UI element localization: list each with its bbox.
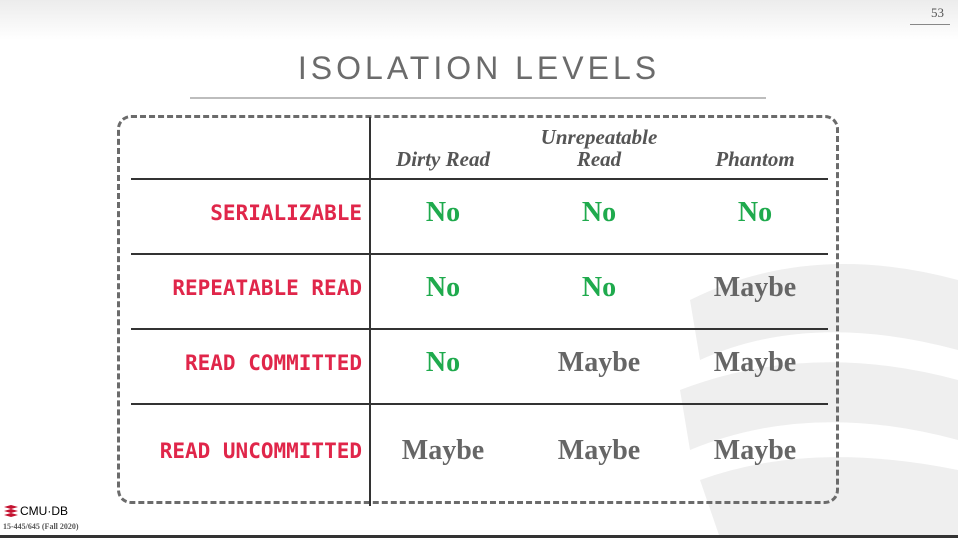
row-label: READ UNCOMMITTED [159, 439, 362, 463]
row-label: READ COMMITTED [184, 351, 362, 375]
column-header-line: Unrepeatable [540, 125, 658, 149]
column-header [675, 148, 835, 170]
page-number: 53 [931, 5, 944, 20]
table-cell: No [425, 272, 461, 303]
table-cell: No [581, 197, 617, 228]
column-header [363, 148, 523, 170]
table-cell: No [737, 197, 773, 228]
table-cell: No [581, 272, 617, 303]
footer-logo-text: CMU·DB [20, 504, 68, 518]
table-cell: Maybe [713, 435, 797, 466]
slide-header-band [0, 0, 958, 40]
table-row-divider [131, 178, 828, 180]
table-cell: Maybe [557, 435, 641, 466]
column-header-line: Read [576, 147, 622, 171]
table-cell: Maybe [557, 347, 641, 378]
row-label: REPEATABLE READ [172, 276, 362, 300]
table-cell: Maybe [401, 435, 485, 466]
column-header [519, 126, 679, 170]
table-cell: Maybe [713, 347, 797, 378]
table-row-divider [131, 328, 828, 330]
column-header-line: Phantom [715, 147, 795, 171]
table-cell: No [425, 197, 461, 228]
column-header-line: Dirty Read [396, 147, 490, 171]
table-row-divider [131, 403, 828, 405]
title-underline [190, 97, 766, 99]
table-cell: Maybe [713, 272, 797, 303]
slide-title: ISOLATION LEVELS [297, 50, 661, 86]
footer-course: 15-445/645 (Fall 2020) [3, 522, 79, 531]
table-cell: No [425, 347, 461, 378]
footer-logo [3, 504, 68, 518]
table-row-divider [131, 253, 828, 255]
row-label: SERIALIZABLE [210, 201, 362, 225]
cmu-db-logo-icon [3, 505, 19, 517]
page-number-rule [910, 24, 950, 25]
